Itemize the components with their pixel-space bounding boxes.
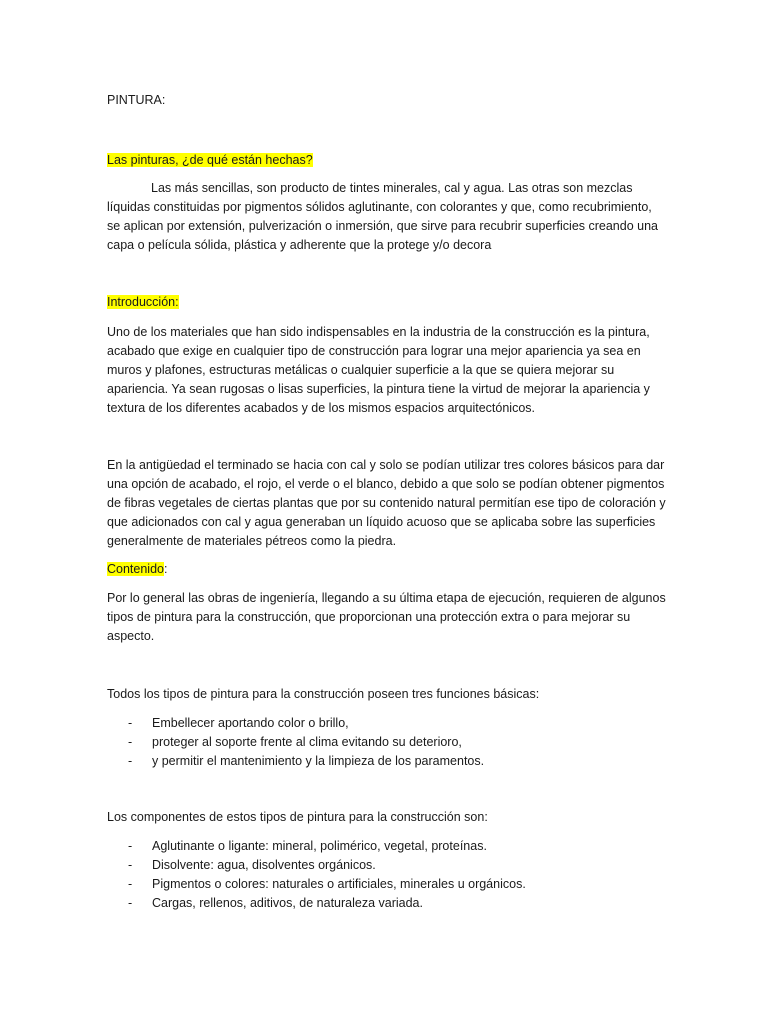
list-bullet: - [128, 839, 133, 853]
section-heading-content-colon: : [164, 562, 168, 576]
list-bullet: - [128, 877, 133, 891]
list-bullet: - [128, 735, 133, 749]
list-bullet: - [128, 716, 133, 730]
list-item [107, 714, 667, 733]
list-item [107, 875, 667, 894]
functions-list [107, 714, 667, 771]
section-heading-introduction-text: Introducción: [107, 295, 179, 309]
section-heading-composition [107, 151, 667, 170]
list-item [107, 837, 667, 856]
document-title: PINTURA: [107, 93, 166, 107]
list-bullet: - [128, 754, 133, 768]
list-item-text: Cargas, rellenos, aditivos, de naturaleza variada. [152, 896, 423, 910]
content-paragraph-1: Por lo general las obras de ingeniería, llegando a su última etapa de ejecución, requieren de algunos tipos de pintura para la construcción, que proporcionan una protección extra o para mejorar su aspecto. [107, 591, 666, 643]
list-item-text: Aglutinante o ligante: mineral, polimérico, vegetal, proteínas. [152, 839, 487, 853]
introduction-paragraph-1: Uno de los materiales que han sido indispensables en la industria de la construcción es la pintura, acabado que exige en cualquier tipo de construcción para lograr una mejor apariencia ya sea en muros y plafones, estructuras metálicas o cualquier superficie a la que se quiera mejorar su apariencia. Ya sean rugosas o lisas superficies, la pintura tiene la virtud de mejorar la apariencia y textura de los diferentes acabados y de los mismos espacios arquitectónicos. [107, 325, 650, 415]
functions-intro: Todos los tipos de pintura para la construcción poseen tres funciones básicas: [107, 687, 540, 701]
introduction-paragraph-2: En la antigüedad el terminado se hacia con cal y solo se podían utilizar tres colores básicos para dar una opción de acabado, el rojo, el verde o el blanco, debido a que solo se podían obtener pigmentos de fibras vegetales de ciertas plantas que por su contenido natural permitían ese tipo de coloración y que adicionados con cal y agua generaban un líquido acuoso que se aplicaba sobre las superficies generalmente de materiales pétreos como la piedra. [107, 458, 666, 548]
composition-paragraph [107, 179, 667, 255]
list-item [107, 856, 667, 875]
list-item [107, 752, 667, 771]
composition-paragraph-text: Las más sencillas, son producto de tintes minerales, cal y agua. Las otras son mezclas líquidas constituidas por pigmentos sólidos aglutinante, con colorantes y que, como recubrimiento, se aplican por extensión, pulverización o inmersión, que sirve para recubrir superficies creando una capa o película sólida, plástica y adherente que la protege y/o decora [107, 181, 658, 252]
components-intro: Los componentes de estos tipos de pintura para la construcción son: [107, 810, 488, 824]
list-item [107, 733, 667, 752]
list-bullet: - [128, 896, 133, 910]
section-heading-content [107, 560, 667, 579]
list-item-text: y permitir el mantenimiento y la limpieza de los paramentos. [152, 754, 485, 768]
section-heading-content-text: Contenido [107, 562, 164, 576]
section-heading-introduction [107, 293, 667, 312]
list-item-text: Pigmentos o colores: naturales o artificiales, minerales u orgánicos. [152, 877, 526, 891]
section-heading-composition-text: Las pinturas, ¿de qué están hechas? [107, 153, 313, 167]
list-item-text: Disolvente: agua, disolventes orgánicos. [152, 858, 376, 872]
components-list [107, 837, 667, 913]
list-item [107, 894, 667, 913]
list-item-text: proteger al soporte frente al clima evitando su deterioro, [152, 735, 462, 749]
list-item-text: Embellecer aportando color o brillo, [152, 716, 349, 730]
list-bullet: - [128, 858, 133, 872]
